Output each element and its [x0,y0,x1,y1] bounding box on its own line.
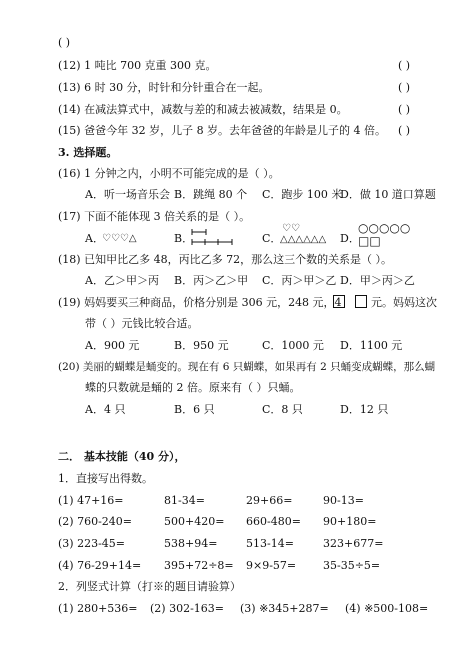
calc-row2-col1: (2) 760-240= [58,515,133,528]
vertical-calc-4: (4) ※500-108= [345,602,429,615]
q19-option-b: B．950 元 [174,339,229,352]
calc-row3-col4: 323+677= [323,537,384,550]
q17-b-segment-diagram [190,226,234,248]
q18-option-d: D．甲＞丙＞乙 [340,274,415,287]
q16-option-c: C．跑步 100 米 [262,188,343,201]
calc-row1-col3: 29+66= [246,494,293,507]
q17-d-squares: □□ [358,234,381,248]
q13-answer-paren: ( ) [398,81,411,94]
q18-text: (18) 已知甲比乙多 48，丙比乙多 72，那么这三个数的关系是（ ）。 [58,253,393,266]
q20-text-line1: (20) 美丽的蝴蝶是蛹变的。现在有 6 只蝴蝶，如果再有 2 只蛹变成蝴蝶，那么蝴 [58,361,436,373]
q15-text: (15) 爸爸今年 32 岁，儿子 8 岁。去年爸爸的年龄是儿子的 4 倍。 [58,124,387,137]
q14-answer-paren: ( ) [398,103,411,116]
q13-text: (13) 6 时 30 分，时针和分针重合在一起。 [58,81,270,94]
q17-c-triangles: △△△△△△ [280,234,327,245]
q19-text-end: 元。妈妈这次 [371,296,437,309]
q20-text-line2: 蝶的只数就是蛹的 2 倍。原来有（ ）只蛹。 [85,381,301,394]
calc-row1-col1: (1) 47+16= [58,494,124,507]
q20-option-b: B．6 只 [174,403,215,416]
calc-row4-col2: 395+72÷8= [164,559,234,572]
calc-row4-col1: (4) 76-29+14= [58,559,142,572]
calc-row4-col4: 35-35÷5= [323,559,381,572]
q17-c-hearts: ♡♡ [282,223,300,234]
calc-row1-col2: 81-34= [164,494,205,507]
q17-a-shapes: ♡♡♡△ [102,233,137,244]
q16-option-a: A．听一场音乐会 [85,188,170,201]
q18-option-b: B．丙＞乙＞甲 [174,274,249,287]
q19-option-a: A．900 元 [85,339,140,352]
q12-answer-paren: ( ) [398,59,411,72]
q19-option-d: D．1100 元 [340,339,403,352]
q15-answer-paren: ( ) [398,124,411,137]
q17-option-b: B． [174,232,194,245]
q19-text-line2: 带（ ）元钱比较合适。 [85,317,199,330]
section3-title: 3. 选择题。 [58,146,118,159]
q16-text: (16) 1 分钟之内，小明不可能完成的是（ ）。 [58,167,280,180]
part2-sub2: 2．列竖式计算（打※的题目请验算） [58,580,241,593]
q19-blank-box-2 [355,295,367,308]
calc-row2-col4: 90+180= [323,515,377,528]
q12-text: (12) 1 吨比 700 克重 300 克。 [58,59,217,72]
q19-blank-box-1 [333,295,345,308]
q17-text: (17) 下面不能体现 3 倍关系的是（ ）。 [58,210,251,223]
q16-option-b: B．跳绳 80 个 [174,188,248,201]
q17-option-a: A． [85,232,104,245]
q16-option-d: D．做 10 道口算题 [340,188,436,201]
q20-option-a: A．4 只 [85,403,126,416]
calc-row3-col3: 513-14= [246,537,294,550]
q18-option-c: C．丙＞甲＞乙 [262,274,337,287]
q17-d-circles: ○○○○○ [358,221,411,235]
q19-option-c: C．1000 元 [262,339,324,352]
q14-text: (14) 在减法算式中，减数与差的和减去被减数，结果是 0。 [58,103,348,116]
calc-row3-col2: 538+94= [164,537,218,550]
q17-option-c: C． [262,232,282,245]
vertical-calc-2: (2) 302-163= [150,602,225,615]
q20-option-c: C．8 只 [262,403,303,416]
q18-option-a: A．乙＞甲＞丙 [85,274,159,287]
vertical-calc-1: (1) 280+536= [58,602,138,615]
calc-row2-col2: 500+420= [164,515,225,528]
q19-text-start: (19) 妈妈要买三种商品，价格分别是 306 元，248 元，4 [58,296,342,309]
calc-row3-col1: (3) 223-45= [58,537,126,550]
q11-answer-paren: ( ) [58,36,71,49]
part2-sub1: 1．直接写出得数。 [58,472,153,485]
part2-title: 二． 基本技能（40 分）， [58,450,186,463]
calc-row4-col3: 9×9-57= [246,559,297,572]
q17-option-d: D． [340,232,360,245]
q20-option-d: D．12 只 [340,403,389,416]
calc-row2-col3: 660-480= [246,515,301,528]
calc-row1-col4: 90-13= [323,494,364,507]
vertical-calc-3: (3) ※345+287= [240,602,329,615]
